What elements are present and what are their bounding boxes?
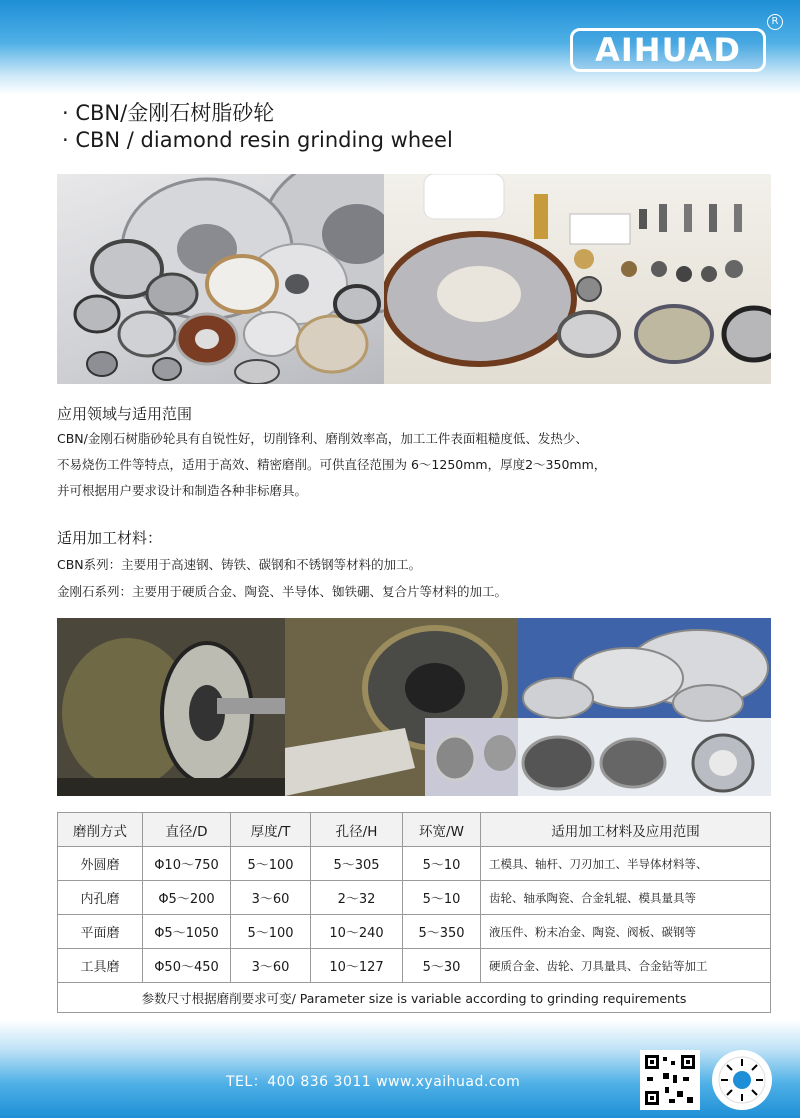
table-note-row [58, 983, 771, 1013]
table-cell: 外圆磨 [58, 847, 143, 881]
brand-logo [570, 28, 766, 72]
table-cell: 工模具、轴杆、刀刃加工、半导体材料等、 [481, 847, 771, 881]
table-header-cell: 厚度/T [231, 813, 311, 847]
application-heading: 应用领域与适用范围 [57, 405, 193, 423]
application-line-3: 并可根据用户要求设计和制造各种非标磨具。 [57, 483, 308, 498]
application-line-2: 不易烧伤工件等特点，适用于高效、精密磨削。可供直径范围为 6～1250mm，厚度2～350mm， [57, 457, 607, 472]
table-cell: 5～10 [403, 847, 481, 881]
application-line-1: CBN/金刚石树脂砂轮具有自锐性好，切削锋利、磨削效率高，加工工件表面粗糙度低、发热少、 [57, 431, 588, 446]
table-cell: 液压件、粉末冶金、陶瓷、阀板、碳钢等 [481, 915, 771, 949]
materials-heading: 适用加工材料： [57, 529, 163, 547]
table-header-row [58, 813, 771, 847]
table-cell: 5～350 [403, 915, 481, 949]
table-header-cell: 孔径/H [311, 813, 403, 847]
product-photo-wheels [57, 174, 384, 384]
table-cell: 3～60 [231, 949, 311, 983]
table-row [58, 949, 771, 983]
table-row [58, 915, 771, 949]
application-photo-cylindrical [57, 618, 285, 796]
application-photo-internal [285, 618, 518, 796]
materials-cbn: CBN系列：主要用于高速钢、铸铁、碳钢和不锈钢等材料的加工。 [57, 557, 422, 572]
table-cell: 5～100 [231, 915, 311, 949]
table-cell: 10～127 [311, 949, 403, 983]
table-cell: 3～60 [231, 881, 311, 915]
table-row [58, 881, 771, 915]
table-header-cell: 环宽/W [403, 813, 481, 847]
qr-code-icon [640, 1050, 700, 1110]
table-note: 参数尺寸根据磨削要求可变/ Parameter size is variable according to grinding requirements [58, 983, 771, 1013]
table-cell: 5～305 [311, 847, 403, 881]
table-cell: 工具磨 [58, 949, 143, 983]
footer-contact: TEL：400 836 3011 www.xyaihuad.com [226, 1074, 521, 1090]
table-cell: 内孔磨 [58, 881, 143, 915]
table-cell: Φ10～750 [143, 847, 231, 881]
brand-logo-text: AIHUAD [595, 31, 741, 69]
spec-table [57, 812, 771, 1013]
table-cell: Φ50～450 [143, 949, 231, 983]
table-header-cell: 磨削方式 [58, 813, 143, 847]
table-cell: 2～32 [311, 881, 403, 915]
table-row [58, 847, 771, 881]
table-cell: 硬质合金、齿轮、刀具量具、合金钻等加工 [481, 949, 771, 983]
table-header-cell: 直径/D [143, 813, 231, 847]
table-cell: 齿轮、轴承陶瓷、合金轧辊、模具量具等 [481, 881, 771, 915]
table-cell: 5～100 [231, 847, 311, 881]
table-header-cell: 适用加工材料及应用范围 [481, 813, 771, 847]
page-title-cn: · CBN/金刚石树脂砂轮 [62, 101, 275, 125]
table-cell: 平面磨 [58, 915, 143, 949]
mini-program-code-icon [712, 1050, 772, 1110]
application-photo-wheels [518, 618, 771, 796]
page-title-en: · CBN / diamond resin grinding wheel [62, 128, 453, 152]
table-cell: 5～30 [403, 949, 481, 983]
materials-diamond: 金刚石系列：主要用于硬质合金、陶瓷、半导体、铷铁硼、复合片等材料的加工。 [57, 584, 508, 599]
product-photo-tools [384, 174, 771, 384]
table-cell: 10～240 [311, 915, 403, 949]
table-cell: Φ5～200 [143, 881, 231, 915]
table-cell: 5～10 [403, 881, 481, 915]
registered-mark-icon: R [767, 14, 783, 30]
table-cell: Φ5～1050 [143, 915, 231, 949]
